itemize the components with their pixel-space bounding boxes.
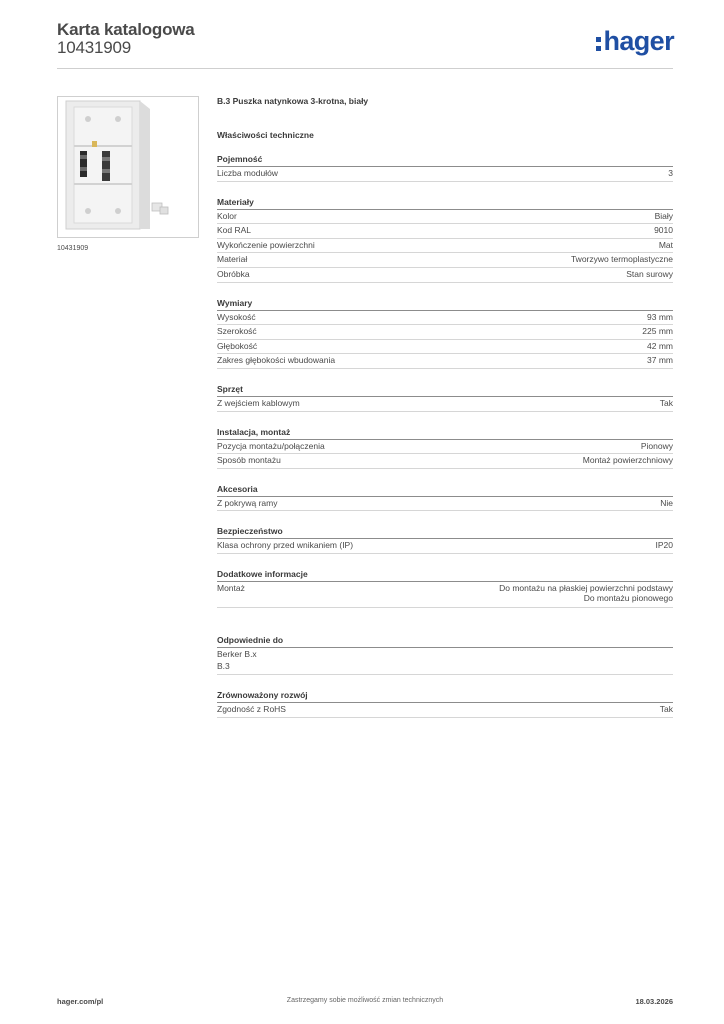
spec-label: Głębokość [217, 340, 258, 351]
spec-label: Klasa ochrony przed wnikaniem (IP) [217, 540, 354, 551]
spec-value: Stan surowy [626, 268, 673, 279]
hager-logo [595, 26, 674, 56]
spec-value: Mat [658, 239, 673, 250]
spec-label: Obróbka [217, 268, 250, 279]
spec-label: Szerokość [217, 326, 257, 337]
sustainability-group [217, 689, 673, 718]
footer-disclaimer: Zastrzegamy sobie możliwość zmian technicznych [286, 997, 444, 1004]
group-title: Akcesoria [217, 483, 673, 497]
spec-row [217, 224, 673, 239]
spec-label: Montaż [217, 582, 245, 593]
spec-value: 37 mm [647, 355, 673, 366]
spec-label: Wykończenie powierzchni [217, 239, 315, 250]
spec-label: Pozycja montażu/połączenia [217, 440, 325, 451]
group-title: Dodatkowe informacje [217, 568, 673, 582]
spec-row [217, 539, 673, 554]
logo-colon-icon [595, 26, 603, 56]
footer-date: 18.03.2026 [635, 997, 673, 1006]
spec-value: Biały [654, 210, 673, 221]
product-photo-icon [58, 97, 198, 237]
spec-label: Kolor [217, 210, 237, 221]
page-title: Karta katalogowa [57, 20, 195, 39]
spec-row [217, 325, 673, 340]
header-divider [57, 68, 673, 69]
spec-value: Tak [659, 397, 673, 408]
spec-value: 93 mm [647, 311, 673, 322]
spec-row [217, 311, 673, 326]
list-item: Berker B.x [217, 648, 257, 659]
group-title: Pojemność [217, 153, 673, 167]
spec-value-list [499, 583, 673, 604]
group-title: Materiały [217, 196, 673, 210]
spec-group-installation [217, 426, 673, 469]
spec-content [217, 95, 673, 718]
document-number: 10431909 [57, 38, 132, 57]
section-title: Właściwości techniczne [217, 130, 314, 140]
spec-group-equipment [217, 383, 673, 412]
group-title: Sprzęt [217, 383, 673, 397]
spec-value: Tworzywo termoplastyczne [570, 254, 673, 265]
footer-website-link[interactable]: hager.com/pl [57, 997, 104, 1006]
spec-row [217, 454, 673, 469]
product-name: B.3 Puszka natynkowa 3-krotna, biały [217, 96, 369, 106]
group-title: Zrównoważony rozwój [217, 689, 673, 703]
group-title: Bezpieczeństwo [217, 525, 673, 539]
group-title: Odpowiednie do [217, 634, 673, 648]
suitable-for-group [217, 634, 673, 675]
group-title: Wymiary [217, 297, 673, 311]
logo-text: hager [603, 26, 674, 56]
spec-value: 42 mm [647, 340, 673, 351]
spec-row [217, 497, 673, 512]
spec-value: Do montażu na płaskiej powierzchni podstawy [499, 582, 673, 593]
spec-row [217, 354, 673, 369]
spec-label: Zgodność z RoHS [217, 703, 286, 714]
spec-row [217, 340, 673, 355]
spec-row [217, 167, 673, 182]
spec-label: Liczba modułów [217, 168, 278, 178]
group-title: Instalacja, montaż [217, 426, 673, 440]
spec-value: Pionowy [640, 440, 673, 451]
spec-value: Do montażu pionowego [583, 593, 673, 604]
spec-value: IP20 [655, 540, 673, 551]
spec-label: Z wejściem kablowym [217, 397, 300, 408]
suitable-list [217, 648, 673, 675]
spec-group-accessories [217, 483, 673, 512]
spec-group-safety [217, 525, 673, 554]
spec-value: Tak [659, 703, 673, 714]
spec-row [217, 239, 673, 254]
spec-value: Nie [660, 497, 673, 508]
spec-label: Sposób montażu [217, 455, 281, 466]
spec-label: Kod RAL [217, 225, 252, 236]
spec-label: Wysokość [217, 311, 256, 322]
spec-label: Z pokrywą ramy [217, 497, 278, 508]
spec-row [217, 210, 673, 225]
spec-group-capacity [217, 153, 673, 182]
spec-row [217, 582, 673, 608]
spec-row [217, 253, 673, 268]
spec-group-dimensions [217, 297, 673, 369]
spec-row [217, 397, 673, 412]
spec-group-materials [217, 196, 673, 283]
image-caption: 10431909 [57, 245, 89, 252]
spec-row [217, 440, 673, 455]
spec-row [217, 268, 673, 283]
spec-row [217, 703, 673, 718]
spec-value: 3 [668, 168, 673, 178]
spec-group-additional-info [217, 568, 673, 608]
list-item: B.3 [217, 660, 230, 671]
spec-label: Zakres głębokości wbudowania [217, 355, 336, 366]
spec-label: Materiał [217, 254, 248, 265]
spec-value: 9010 [654, 225, 673, 236]
product-image [57, 96, 199, 238]
spec-value: Montaż powierzchniowy [582, 455, 673, 466]
spec-value: 225 mm [642, 326, 673, 337]
